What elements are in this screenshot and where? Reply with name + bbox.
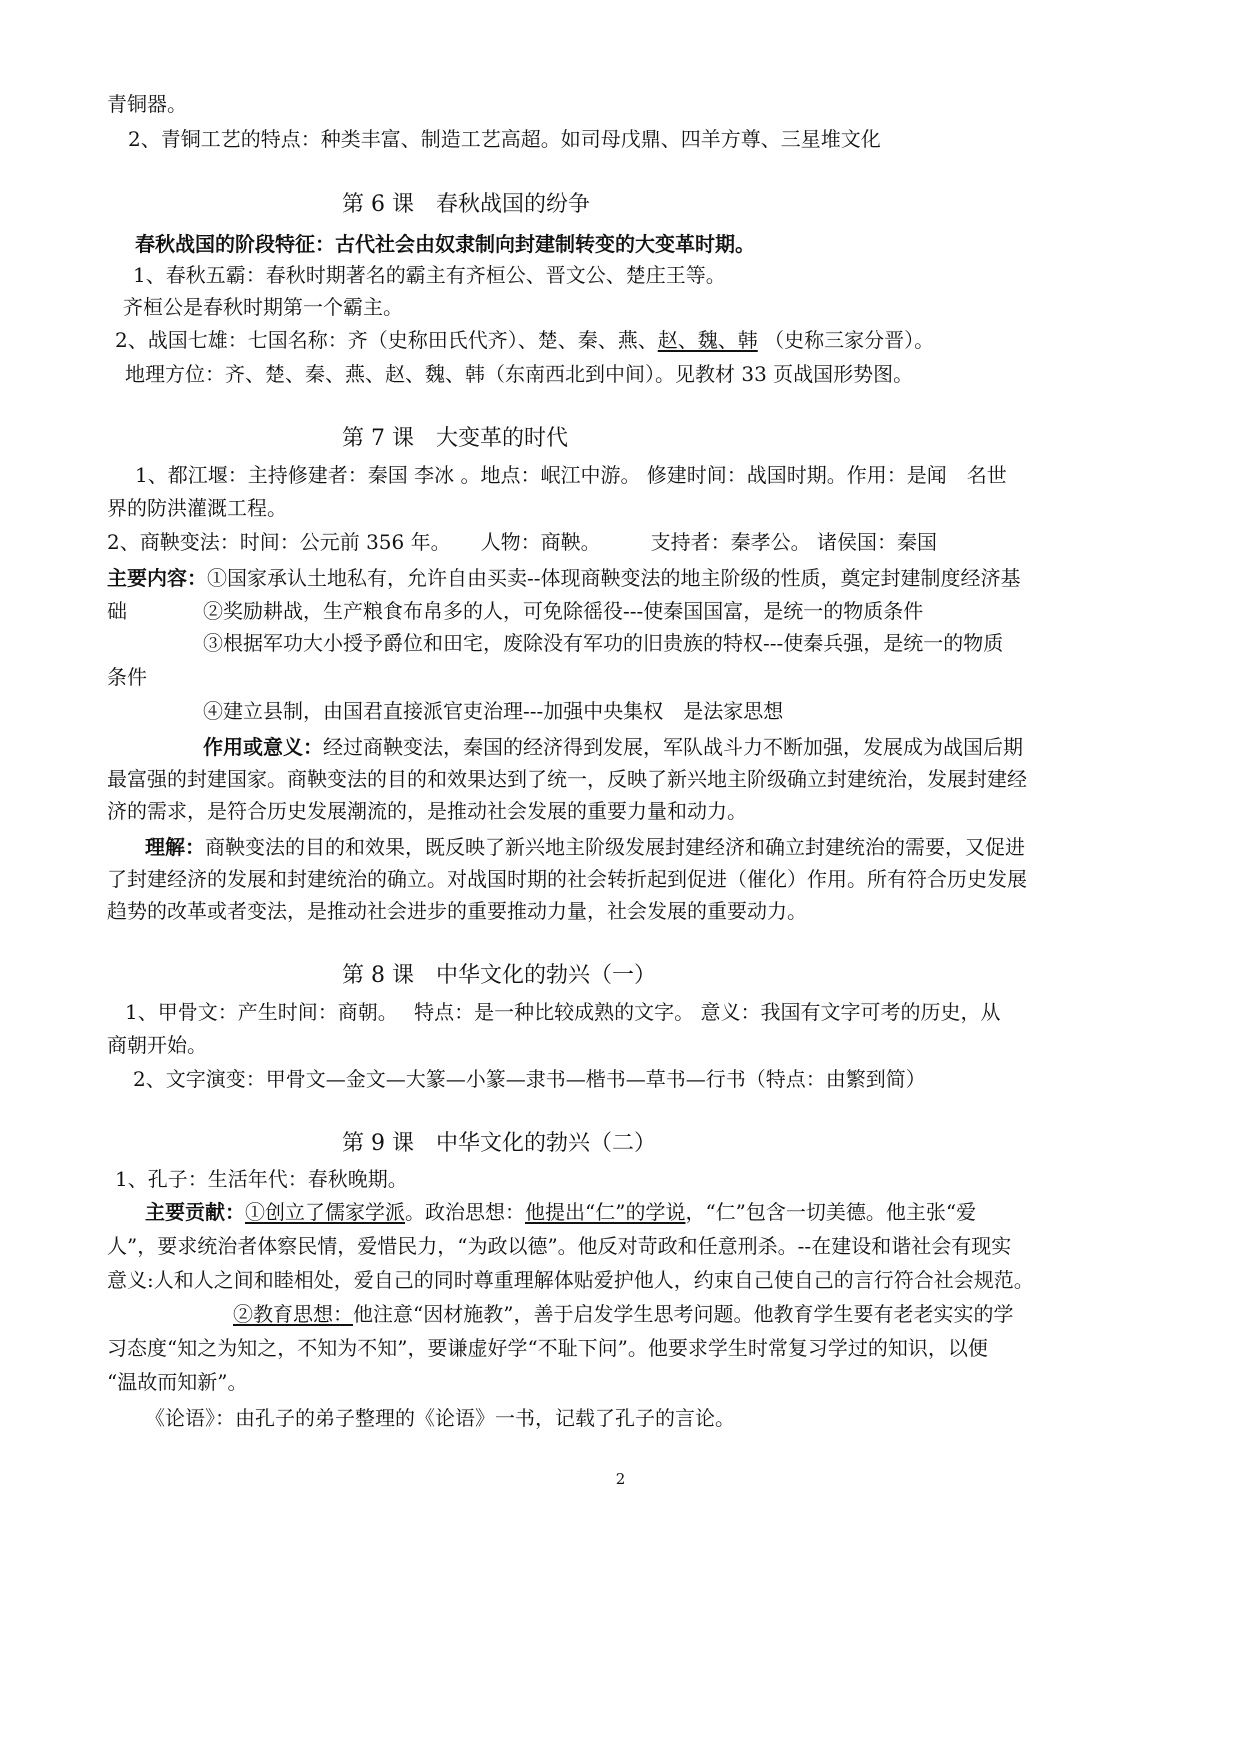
stage-feature: 春秋战国的阶段特征：古代社会由奴隶制向封建制转变的大变革时期。 — [135, 232, 755, 256]
text-line: ③根据军功大小授予爵位和田宅，废除没有军功的旧贵族的特权---使秦兵强，是统一的物质 — [203, 631, 1004, 655]
text-span: ，“仁”包含一切美德。他主张“爱 — [685, 1200, 977, 1224]
text-line: 1、都江堰：主持修建者：秦国 李冰 。地点：岷江中游。 修建时间：战国时期。作用：是闻 名世 — [135, 463, 1007, 487]
text-line: 《论语》：由孔子的弟子整理的《论语》一书，记载了孔子的言论。 — [145, 1406, 735, 1430]
text-line — [145, 833, 1025, 861]
text-line: 青铜器。 — [107, 92, 187, 116]
section-label: 理解： — [145, 835, 205, 859]
section-label: 主要贡献： — [145, 1200, 245, 1224]
text-span: 2、战国七雄：七国名称：齐（史称田氏代齐）、楚、秦、燕、 — [115, 328, 658, 352]
text-line: 最富强的封建国家。商鞅变法的目的和效果达到了统一，反映了新兴地主阶级确立封建统治，发展封建经 — [107, 767, 1027, 791]
text-span: ①国家承认土地私有，允许自由买卖--体现商鞅变法的地主阶级的性质，奠定封建制度经济基 — [207, 566, 1021, 590]
text-line: 础 — [107, 599, 127, 623]
text-line: 2、青铜工艺的特点：种类丰富、制造工艺高超。如司母戊鼎、四羊方尊、三星堆文化 — [128, 127, 881, 151]
text-line: 2、商鞅变法：时间：公元前 356 年。 人物：商鞅。 支持者：秦孝公。 诸侯国：秦国 — [107, 530, 937, 554]
underlined-text: 赵、魏、韩 — [657, 328, 758, 352]
text-line: 1、甲骨文：产生时间：商朝。 特点：是一种比较成熟的文字。 意义：我国有文字可考的历史，从 — [125, 1000, 1001, 1024]
section-label: 作用或意义： — [203, 735, 323, 759]
text-span: （史称三家分晋）。 — [764, 328, 935, 352]
text-line: 习态度“知之为知之，不知为不知”，要谦虚好学“不耻下问”。他要求学生时常复习学过的知识，以便 — [107, 1336, 988, 1360]
text-line: 界的防洪灌溉工程。 — [107, 496, 287, 520]
text-line: 2、文字演变：甲骨文—金文—大篆—小篆—隶书—楷书—草书—行书（特点：由繁到简） — [133, 1067, 926, 1091]
lesson-7-heading: 第 7 课 大变革的时代 — [342, 426, 568, 451]
text-line: 商朝开始。 — [107, 1033, 207, 1057]
text-line — [233, 1300, 1013, 1328]
text-line — [115, 326, 934, 354]
lesson-9-heading: 第 9 课 中华文化的勃兴（二） — [342, 1131, 656, 1156]
underlined-text: ②教育思想： — [233, 1302, 353, 1326]
text-line: ④建立县制，由国君直接派官吏治理---加强中央集权 是法家思想 — [203, 699, 784, 723]
text-line: 了封建经济的发展和封建统治的确立。对战国时期的社会转折起到促进（催化）作用。所有符合历史发展 — [107, 867, 1027, 891]
text-line: 条件 — [107, 665, 147, 689]
text-line: 齐桓公是春秋时期第一个霸主。 — [123, 295, 403, 319]
text-span: 商鞅变法的目的和效果，既反映了新兴地主阶级发展封建经济和确立封建统治的需要，又促进 — [205, 835, 1025, 859]
text-line: 趋势的改革或者变法，是推动社会进步的重要推动力量，社会发展的重要动力。 — [107, 899, 807, 923]
lesson-8-heading: 第 8 课 中华文化的勃兴（一） — [342, 963, 656, 988]
text-line: 1、孔子：生活年代：春秋晚期。 — [115, 1167, 408, 1191]
underlined-text: ①创立了儒家学派 — [245, 1200, 405, 1224]
text-span: 。政治思想： — [405, 1200, 525, 1224]
text-span: 经过商鞅变法，秦国的经济得到发展，军队战斗力不断加强，发展成为战国后期 — [323, 735, 1023, 759]
text-line: ②奖励耕战，生产粮食布帛多的人，可免除徭役---使秦国国富，是统一的物质条件 — [203, 599, 924, 623]
text-line: 1、春秋五霸：春秋时期著名的霸主有齐桓公、晋文公、楚庄王等。 — [133, 263, 726, 287]
text-line: “温故而知新”。 — [107, 1370, 248, 1394]
text-line — [203, 733, 1023, 761]
section-label: 主要内容： — [107, 566, 207, 590]
text-line — [107, 564, 1021, 592]
underlined-text: 他提出“仁”的学说 — [525, 1200, 686, 1224]
text-line: 济的需求，是符合历史发展潮流的，是推动社会发展的重要力量和动力。 — [107, 799, 747, 823]
lesson-6-heading: 第 6 课 春秋战国的纷争 — [342, 192, 590, 217]
text-line: 人”，要求统治者体察民情，爱惜民力，“为政以德”。他反对苛政和任意刑杀。--在建设和谐社会有现实 — [107, 1234, 1012, 1258]
text-line: 意义:人和人之间和睦相处，爱自己的同时尊重理解体贴爱护他人，约束自己使自己的言行符合社会规范。 — [107, 1268, 1034, 1292]
text-span: 他注意“因材施教”，善于启发学生思考问题。他教育学生要有老老实实的学 — [353, 1302, 1014, 1326]
page-number: 2 — [615, 1470, 626, 1488]
text-line — [145, 1198, 976, 1226]
text-line: 地理方位：齐、楚、秦、燕、赵、魏、韩（东南西北到中间）。见教材 33 页战国形势图。 — [125, 362, 914, 386]
